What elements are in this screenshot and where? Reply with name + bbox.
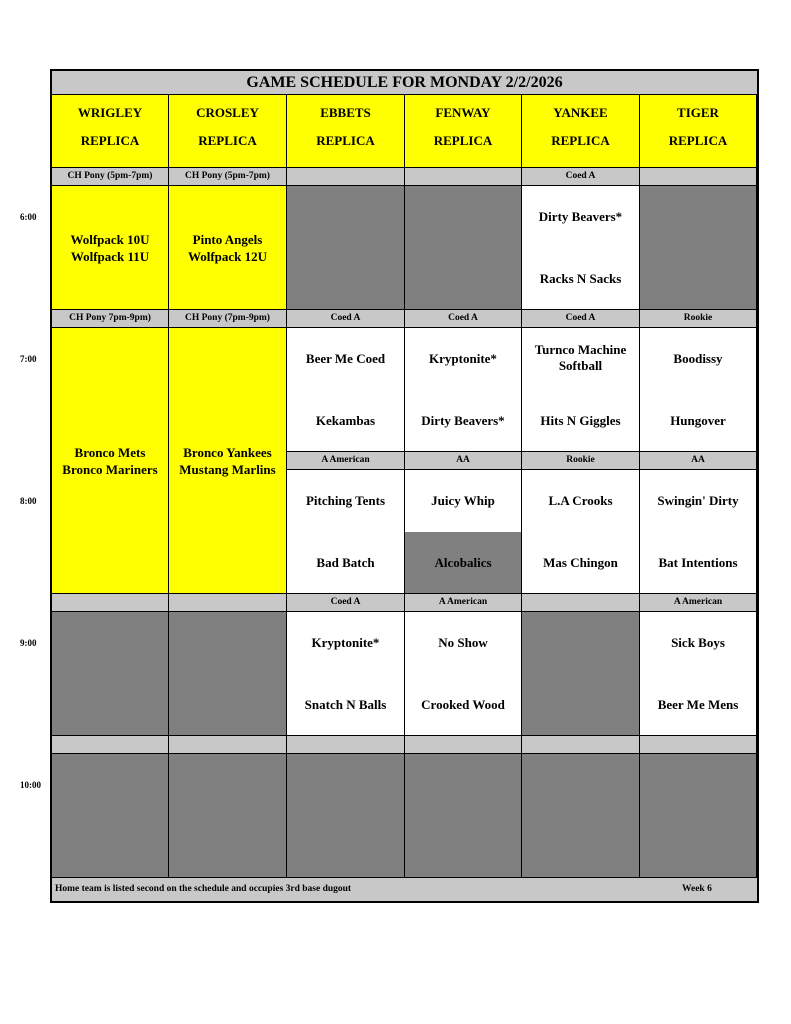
team-name: Bronco Yankees [183, 444, 272, 460]
matchup-teams [54, 444, 166, 478]
pony-game-cell [52, 186, 169, 310]
division-label [52, 594, 169, 612]
field-header [169, 95, 287, 168]
page-title: GAME SCHEDULE FOR MONDAY 2/2/2026 [52, 71, 757, 95]
pony-game-cell [169, 328, 287, 594]
division-label [640, 736, 757, 754]
matchup-teams [171, 444, 284, 478]
matchup-teams [54, 231, 166, 265]
team-name: Wolfpack 10U [70, 231, 150, 247]
away-team: Juicy Whip [431, 493, 495, 508]
away-team: Sick Boys [671, 635, 725, 650]
game-cell [640, 470, 757, 594]
division-label: Rookie [522, 452, 640, 470]
home-team: Hits N Giggles [540, 413, 621, 428]
away-team: Dirty Beavers* [538, 209, 623, 224]
time-marker: 8:00 [20, 496, 37, 506]
away-team: Boodissy [673, 351, 723, 366]
division-label [169, 736, 287, 754]
team-name: Pinto Angels [192, 231, 263, 247]
division-label [169, 594, 287, 612]
away-team: Pitching Tents [305, 493, 386, 508]
empty-slot [169, 612, 287, 736]
field-type: REPLICA [198, 133, 257, 148]
field-header [640, 95, 757, 168]
home-team: Beer Me Mens [657, 697, 739, 712]
division-label: Coed A [287, 310, 405, 328]
away-team: Kryptonite* [429, 351, 497, 366]
empty-slot [522, 754, 640, 878]
home-team: Dirty Beavers* [421, 413, 505, 428]
pony-game-cell [52, 328, 169, 594]
footer-bar [52, 877, 757, 901]
game-cell [287, 328, 405, 452]
home-team: Racks N Sacks [539, 271, 622, 286]
home-team: Alcobalics [434, 555, 492, 570]
game-cell [640, 612, 757, 736]
field-type: REPLICA [433, 133, 493, 148]
division-label [52, 736, 169, 754]
field-type: REPLICA [551, 133, 610, 148]
field-type: REPLICA [80, 133, 140, 148]
field-name: TIGER [677, 105, 719, 120]
game-cell [405, 612, 522, 736]
field-name: YANKEE [553, 105, 608, 120]
field-name: CROSLEY [196, 105, 259, 120]
division-label [522, 736, 640, 754]
game-cell [405, 328, 522, 452]
division-label [405, 736, 522, 754]
division-label: AA [405, 452, 522, 470]
division-label: CH Pony (5pm-7pm) [52, 168, 169, 186]
division-label [287, 736, 405, 754]
pony-game-cell [169, 186, 287, 310]
field-name: EBBETS [320, 105, 371, 120]
division-label: Coed A [287, 594, 405, 612]
empty-slot [640, 754, 757, 878]
division-label: Coed A [522, 310, 640, 328]
team-name: Bronco Mets [74, 444, 146, 460]
time-marker: 7:00 [20, 354, 37, 364]
time-marker: 10:00 [20, 780, 41, 790]
game-cell [287, 612, 405, 736]
field-header [405, 95, 522, 168]
team-name: Mustang Marlins [179, 461, 276, 477]
field-header [52, 95, 169, 168]
division-label: A American [405, 594, 522, 612]
division-label [405, 168, 522, 186]
division-label: AA [640, 452, 757, 470]
away-team: Kryptonite* [311, 635, 380, 650]
field-name: FENWAY [435, 105, 491, 120]
division-label [640, 168, 757, 186]
away-team: Turnco Machine Softball [534, 342, 627, 373]
empty-slot [52, 754, 169, 878]
field-name: WRIGLEY [77, 105, 143, 120]
home-team: Hungover [670, 413, 726, 428]
matchup-teams [171, 231, 284, 265]
division-label: CH Pony (7pm-9pm) [169, 310, 287, 328]
empty-slot [405, 754, 522, 878]
game-cell [522, 328, 640, 452]
away-team: L.A Crooks [548, 493, 613, 508]
field-header [287, 95, 405, 168]
game-cell [522, 186, 640, 310]
home-team: Snatch N Balls [304, 697, 387, 712]
empty-slot [287, 754, 405, 878]
division-label [287, 168, 405, 186]
field-type: REPLICA [316, 133, 375, 148]
home-team: Kekambas [315, 413, 376, 428]
home-team: Bad Batch [316, 555, 375, 570]
game-cell [522, 470, 640, 594]
footer-note: Home team is listed second on the schedule and occupies 3rd base dugout [55, 884, 352, 894]
game-cell [640, 328, 757, 452]
division-label: Coed A [405, 310, 522, 328]
team-name: Bronco Mariners [62, 461, 158, 477]
time-marker: 9:00 [20, 638, 37, 648]
field-type: REPLICA [668, 133, 728, 148]
game-cell [287, 470, 405, 594]
division-label: A American [287, 452, 405, 470]
division-label: Rookie [640, 310, 757, 328]
empty-slot [169, 754, 287, 878]
division-label [522, 594, 640, 612]
time-marker: 6:00 [20, 212, 37, 222]
empty-slot [522, 612, 640, 736]
team-name: Wolfpack 12U [187, 248, 268, 264]
division-label: CH Pony (5pm-7pm) [169, 168, 287, 186]
empty-slot [52, 612, 169, 736]
empty-slot [405, 186, 522, 310]
field-header [522, 95, 640, 168]
empty-slot [287, 186, 405, 310]
home-team: Mas Chingon [543, 555, 618, 570]
division-label: CH Pony 7pm-9pm) [52, 310, 169, 328]
division-label: Coed A [522, 168, 640, 186]
division-label: A American [640, 594, 757, 612]
home-team: Crooked Wood [421, 697, 505, 712]
away-team: No Show [438, 635, 488, 650]
week-label: Week 6 [682, 884, 712, 894]
empty-slot [640, 186, 757, 310]
away-team: Beer Me Coed [305, 351, 386, 366]
game-cell [405, 470, 522, 594]
home-team: Bat Intentions [658, 555, 738, 570]
away-team: Swingin' Dirty [657, 493, 739, 508]
team-name: Wolfpack 11U [70, 248, 150, 264]
